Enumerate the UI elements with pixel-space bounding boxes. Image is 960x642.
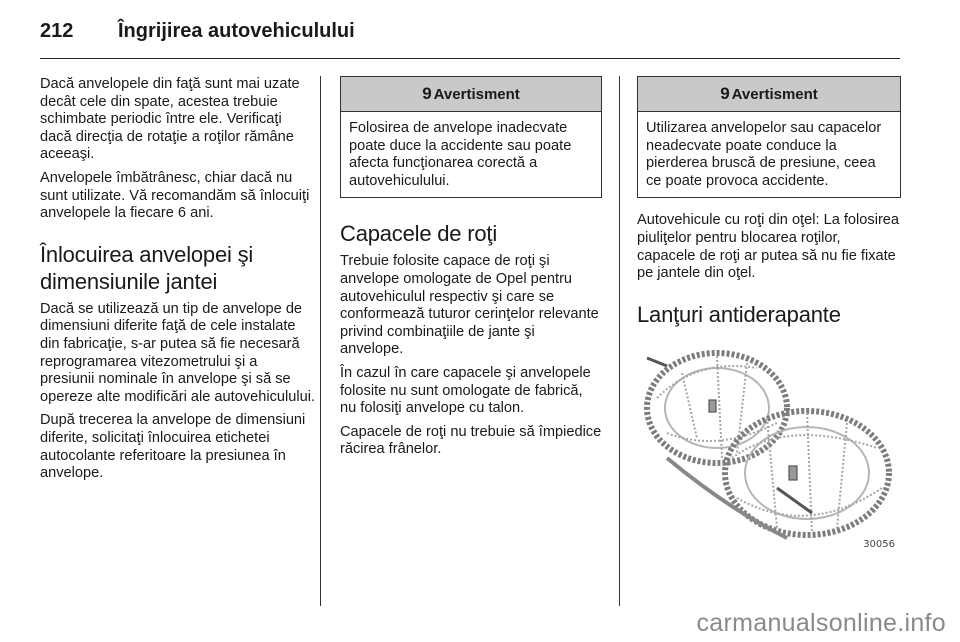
warning-title: Avertisment	[731, 85, 818, 103]
warning-box	[340, 76, 602, 198]
warning-title: Avertisment	[433, 85, 520, 103]
paragraph: Autovehicule cu roţi din oţel: La folosirea piuliţelor pentru blocarea roţilor, capacele de roţi ar putea să nu fie fixate pe jantele din oţel.	[637, 212, 900, 282]
paragraph: Trebuie folosite capace de roţi şi anvelope omologate de Opel pentru autovehiculul respectiv şi care se conformează tuturor cerinţelor relevante privind combinaţiile de jante şi anvelope.	[340, 253, 599, 358]
column-2	[340, 76, 602, 465]
paragraph: În cazul în care capacele şi anvelopele folosite nu sunt omologate de fabrică, nu folosiţi anvelope cu talon.	[340, 364, 591, 417]
warning-icon: 9	[422, 84, 432, 103]
column-divider-right	[619, 76, 620, 606]
section-heading-tire-replacement: Înlocuirea anvelopei şi dimensiunile jantei	[40, 241, 254, 294]
snow-chains-drawing	[637, 338, 901, 552]
paragraph: Capacele de roţi nu trebuie să împiedice răcirea frânelor.	[340, 423, 602, 458]
column-3	[637, 76, 901, 552]
page-header	[40, 18, 900, 59]
warning-body	[638, 112, 900, 197]
snow-chains-illustration	[637, 338, 901, 552]
paragraph: Dacă anvelopele din faţă sunt mai uzate decât cele din spate, acestea trebuie schimbate periodic între ele. Verificaţi dacă direcţia de rotaţie a roţilor rămâne aceeaşi.	[40, 76, 300, 163]
paragraph: După trecerea la anvelope de dimensiuni diferite, solicitaţi înlocuirea etichetei autocolante referitoare la presiunea în anvelope.	[40, 412, 306, 482]
column-1	[40, 76, 315, 489]
paragraph: Dacă se utilizează un tip de anvelope de dimensiuni diferite faţă de cele instalate din fabricaţie, s-ar putea să fie necesară reprogramarea vitezometrului şi a presiunii nominale în anvelope şi să se opereze alte modificări ale autovehiculului.	[40, 300, 316, 405]
warning-box	[637, 76, 901, 198]
warning-header	[638, 77, 900, 112]
watermark: carmanualsonline.info	[696, 609, 946, 637]
chapter-title: Îngrijirea autovehiculului	[118, 20, 355, 42]
warning-text: Folosirea de anvelope inadecvate poate duce la accidente sau poate afecta funcţionarea corectă a autovehiculului.	[349, 120, 572, 189]
column-divider-left	[320, 76, 321, 606]
paragraph: Anvelopele îmbătrânesc, chiar dacă nu sunt utilizate. Vă recomandăm să înlocuiţi anvelopele la fiecare 6 ani.	[40, 169, 310, 222]
section-heading-snow-chains: Lanţuri antiderapante	[637, 301, 841, 327]
figure-number: 30056	[863, 538, 895, 550]
warning-icon: 9	[720, 84, 730, 103]
section-heading-wheel-covers: Capacele de roţi	[340, 221, 498, 247]
page-number: 212	[40, 20, 74, 42]
warning-text: Utilizarea anvelopelor sau capacelor neadecvate poate conduce la pierderea bruscă de presiune, ceea ce poate provoca accidente.	[646, 120, 882, 189]
warning-header	[341, 77, 601, 112]
warning-body	[341, 112, 601, 197]
